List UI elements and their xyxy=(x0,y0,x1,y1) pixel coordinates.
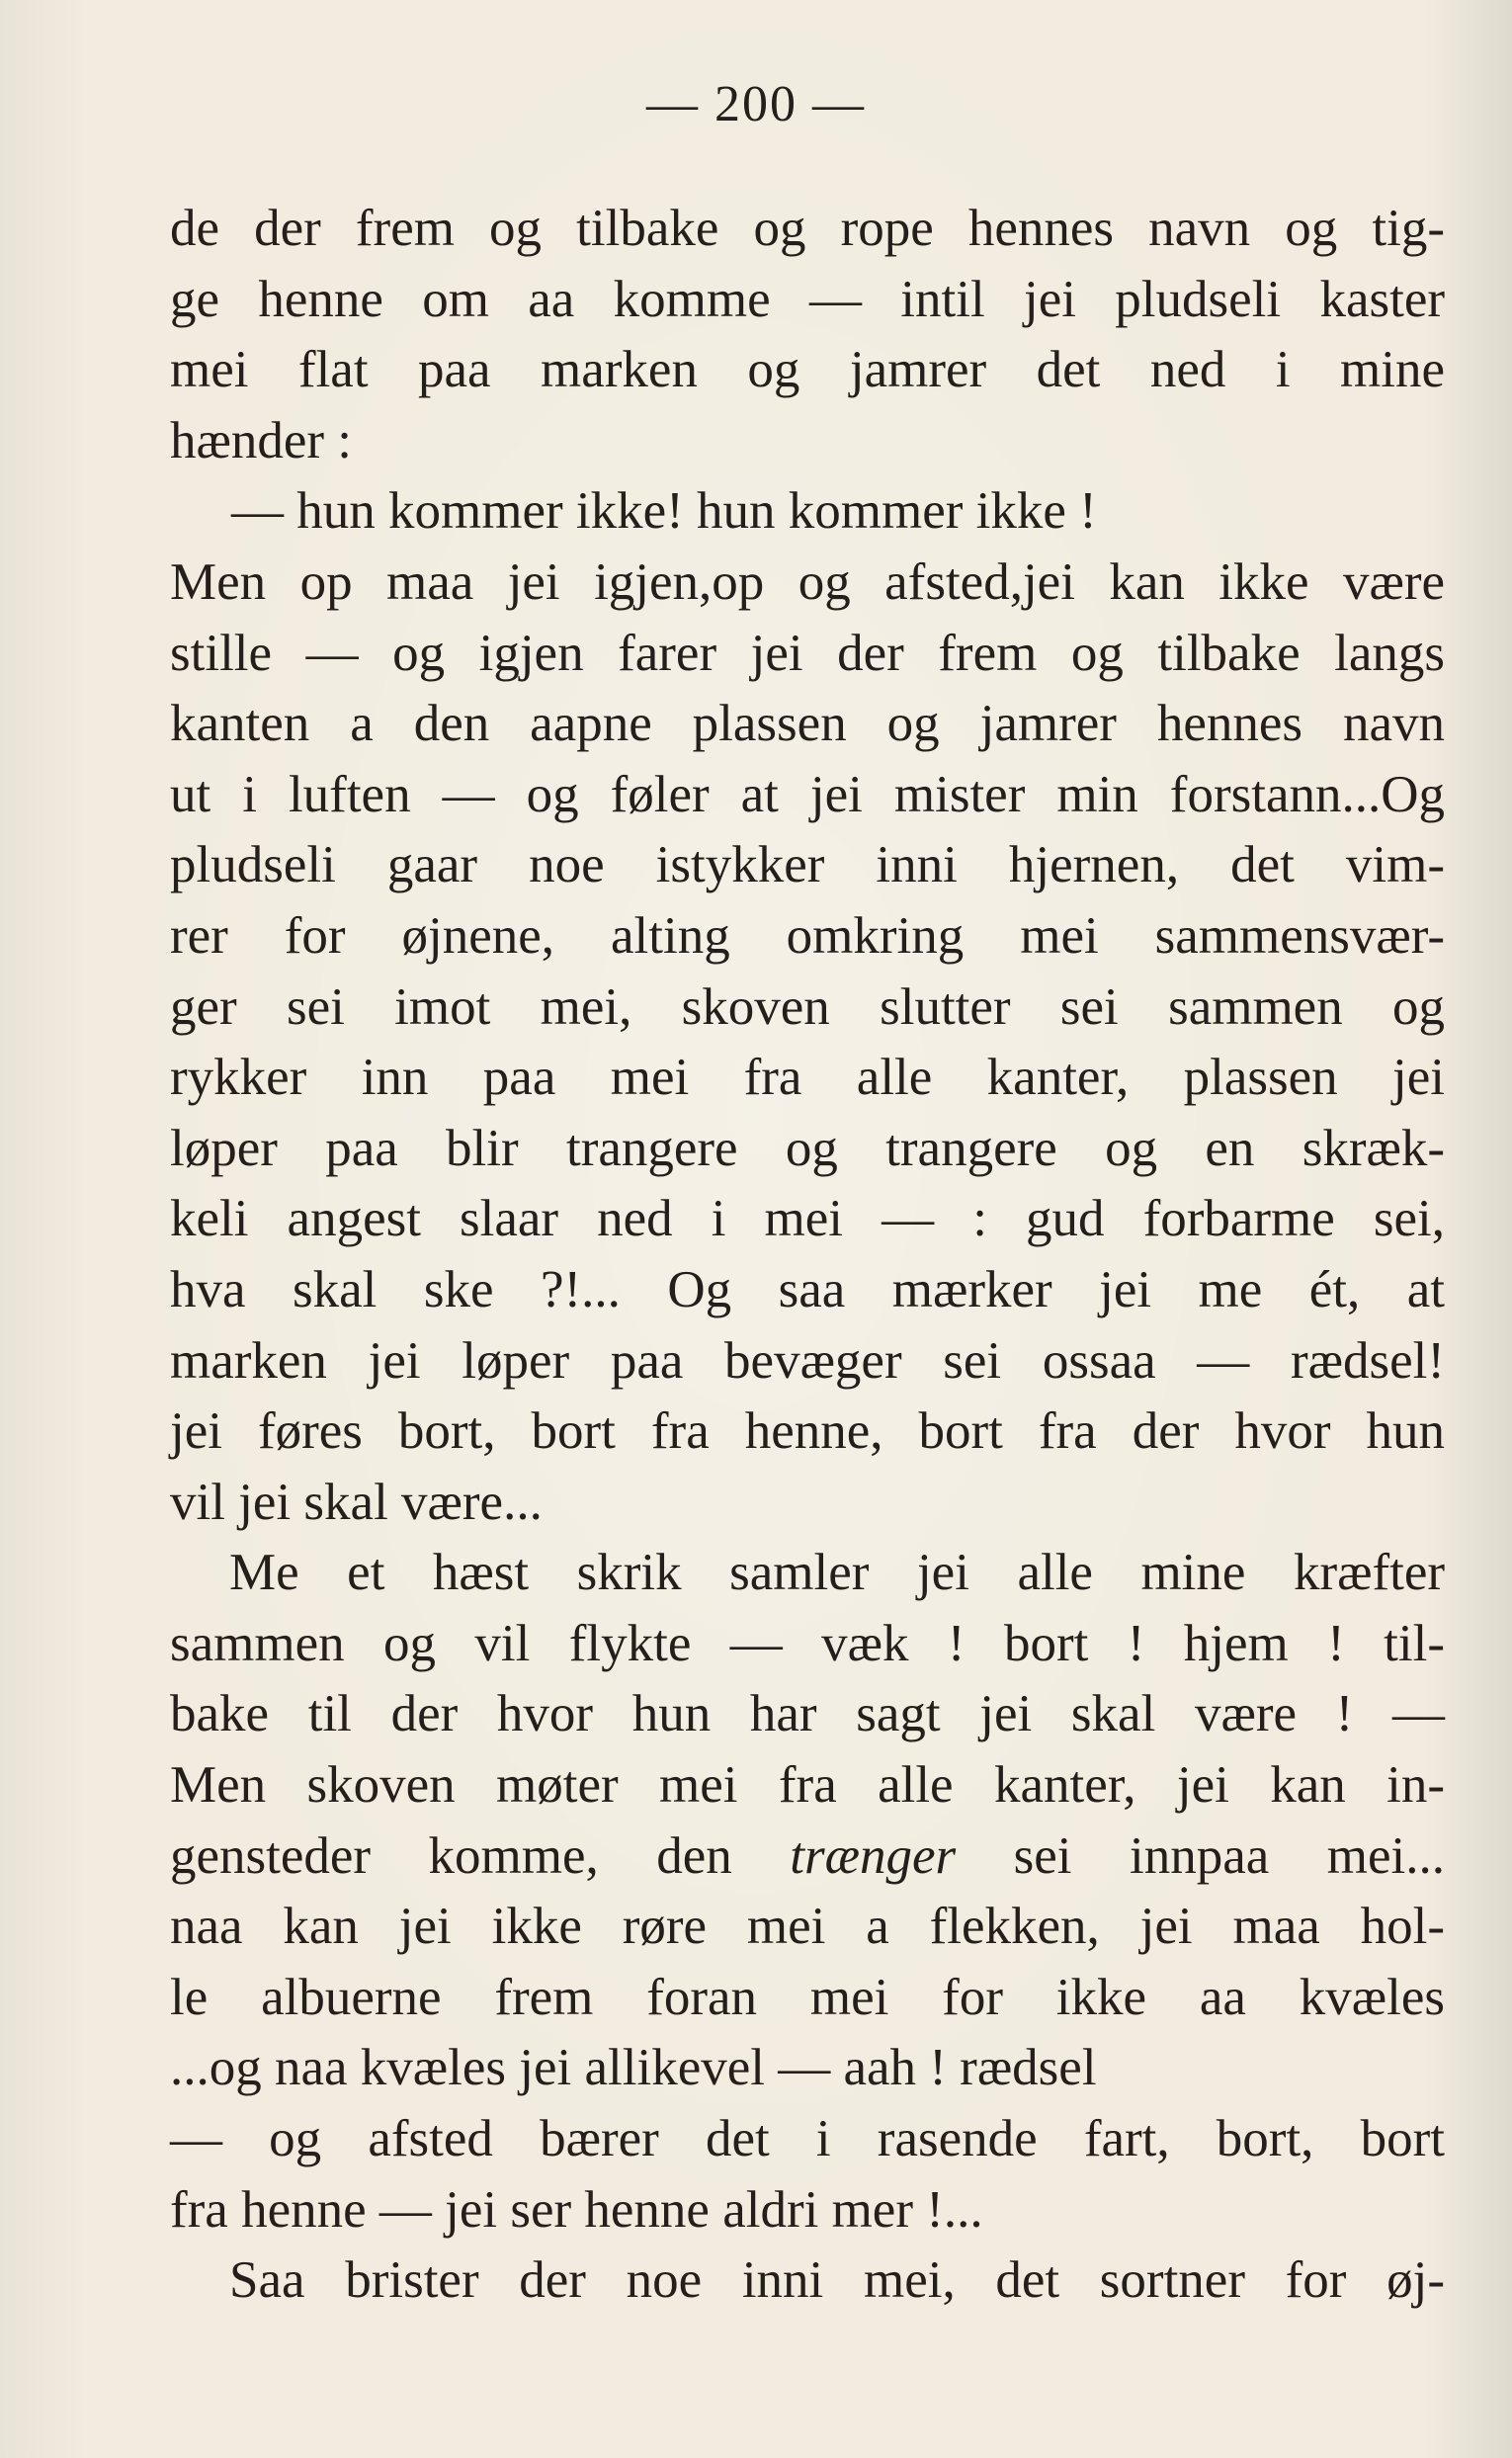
text-line: ut i luften — og føler at jei mister min forstann...Og xyxy=(170,765,1445,823)
text-line: Saa brister der noe inni mei, det sortner for øj- xyxy=(229,2251,1445,2310)
text-line: hænder : xyxy=(170,411,352,469)
text-line: ...og naa kvæles jei allikevel — aah ! rædsel xyxy=(170,2039,1097,2097)
text-line: le albuerne frem foran mei for ikke aa kvæles xyxy=(170,1968,1445,2026)
text-line xyxy=(170,1822,1445,1893)
text-line: de der frem og tilbake og rope hennes navn og tig- xyxy=(170,200,1445,257)
text-line: ge henne om aa komme — intil jei pludseli kaster xyxy=(170,270,1445,328)
emphasized-word: trænger xyxy=(790,1826,957,1885)
text-line: naa kan jei ikke røre mei a flekken, jei maa hol- xyxy=(170,1898,1445,1956)
text-line: — hun kommer ikke! hun kommer ikke ! xyxy=(231,482,1097,541)
text-segment: sei innpaa mei... xyxy=(956,1826,1445,1885)
text-line: Me et hæst skrik samler jei alle mine kræfter xyxy=(229,1544,1445,1602)
text-line: kanten a den aapne plassen og jamrer hennes navn xyxy=(170,695,1445,753)
text-line: jei føres bort, bort fra henne, bort fra der hvor hun xyxy=(170,1402,1445,1461)
text-line: mei flat paa marken og jamrer det ned i mine xyxy=(170,341,1445,399)
text-line: løper paa blir trangere og trangere og en skræk- xyxy=(170,1119,1445,1177)
text-line: hva skal ske ?!... Og saa mærker jei me ét, at xyxy=(170,1260,1445,1318)
body-text xyxy=(170,194,1445,2317)
text-line: Men skoven møter mei fra alle kanter, jei kan in- xyxy=(170,1756,1445,1815)
text-line: stille — og igjen farer jei der frem og tilbake langs xyxy=(170,624,1445,682)
text-line: vil jei skal være... xyxy=(170,1473,543,1531)
text-line: Men op maa jei igjen,op og afsted,jei kan ikke være xyxy=(170,552,1445,611)
text-segment: gensteder komme, den xyxy=(170,1826,791,1885)
text-line: keli angest slaar ned i mei — : gud forbarme sei, xyxy=(170,1190,1445,1248)
text-line: sammen og vil flykte — væk ! bort ! hjem ! til- xyxy=(170,1614,1445,1672)
text-line: fra henne — jei ser henne aldri mer !... xyxy=(170,2180,983,2239)
text-line: ger sei imot mei, skoven slutter sei sammen og xyxy=(170,977,1445,1036)
page-number: — 200 — xyxy=(646,76,866,132)
text-line: pludseli gaar noe istykker inni hjernen, det vim- xyxy=(170,836,1445,894)
text-line: bake til der hvor hun har sagt jei skal være ! — xyxy=(170,1685,1445,1743)
text-line: — og afsted bærer det i rasende fart, bort, bort xyxy=(170,2110,1445,2168)
text-line: rer for øjnene, alting omkring mei sammensvær- xyxy=(170,906,1445,965)
text-line: marken jei løper paa bevæger sei ossaa — rædsel! xyxy=(170,1331,1445,1390)
text-line: rykker inn paa mei fra alle kanter, plassen jei xyxy=(170,1049,1445,1107)
